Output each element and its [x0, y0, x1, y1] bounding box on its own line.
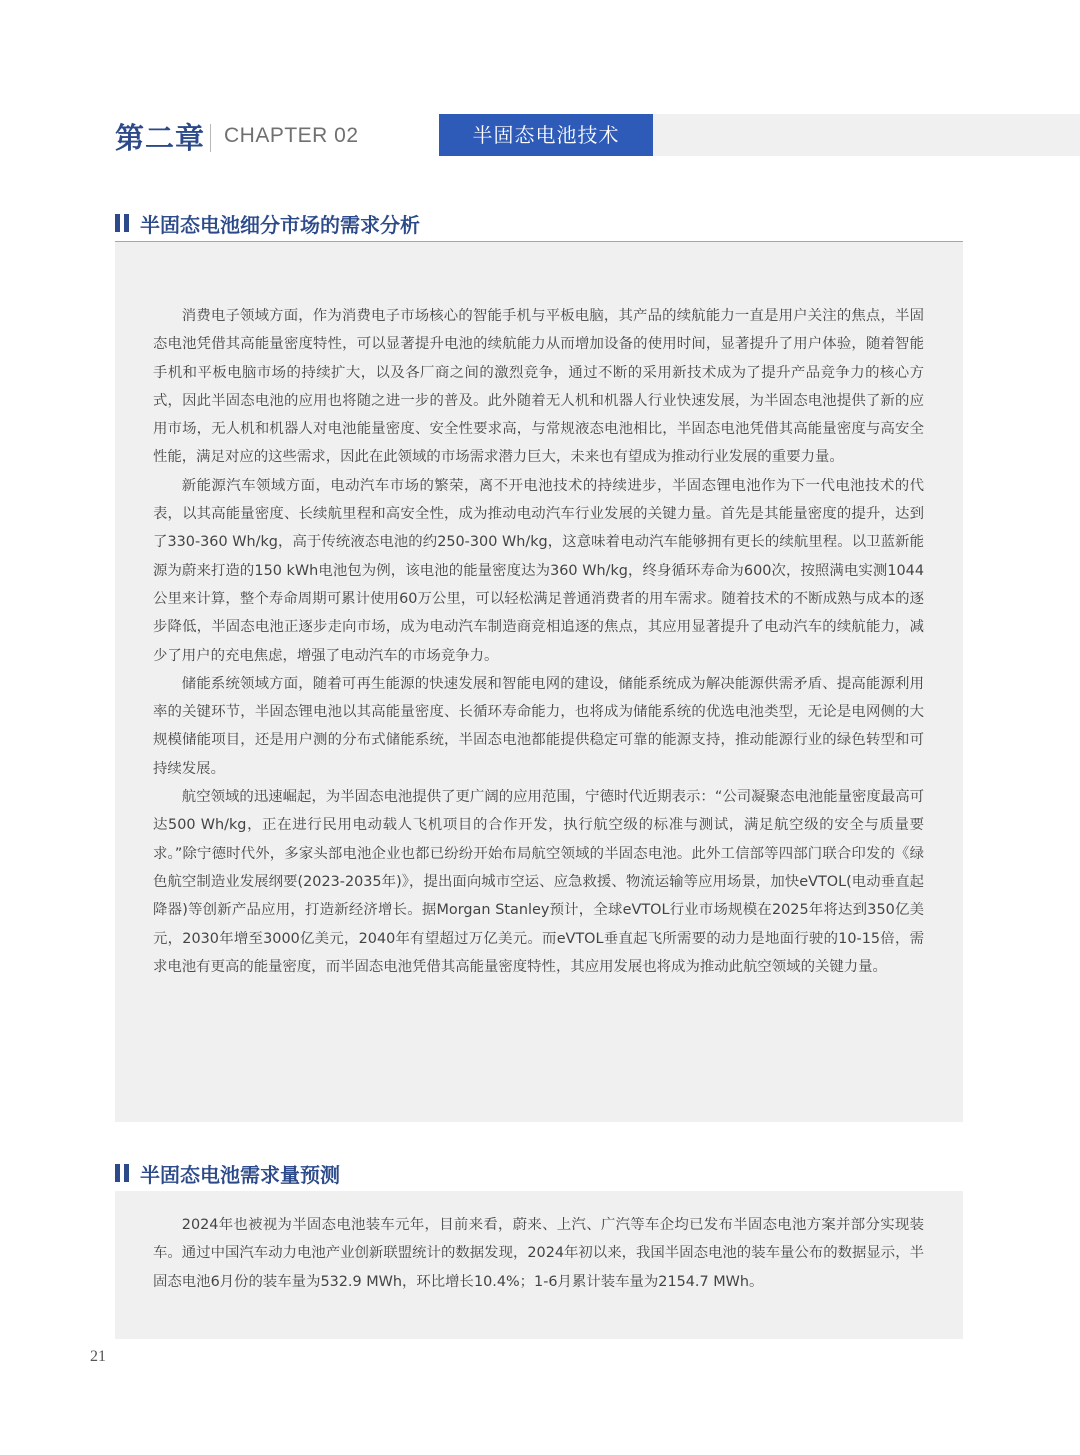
page-number: 21 [90, 1348, 106, 1365]
paragraph-energy-storage: 储能系统领域方面，随着可再生能源的快速发展和智能电网的建设，储能系统成为解决能源供需矛盾、提高能源利用率的关键环节，半固态锂电池以其高能量密度、长循环寿命能力，也将成为储能系统的优选电池类型，无论是电网侧的大规模储能项目，还是用户测的分布式储能系统，半固态电池都能提供稳定可靠的能源支持，推动能源行业的绿色转型和可持续发展。 [153, 675, 924, 777]
paragraph-installation-volume: 2024年也被视为半固态电池装车元年，目前来看，蔚来、上汽、广汽等车企均已发布半固态电池方案并部分实现装车。通过中国汽车动力电池产业创新联盟统计的数据发现，2024年初以来，我国半固态电池的装车量公布的数据显示，半固态电池6月份的装车量为532.9 MWh，环比增长10.4%；1-6月累计装车量为2154.7 MWh。 [153, 1217, 924, 1290]
chapter-title-tab: 半固态电池技术 [439, 114, 653, 156]
section-marker-icon [115, 1164, 131, 1182]
chapter-label-cn: 第二章 [115, 121, 206, 155]
paragraph-new-energy-vehicles: 新能源汽车领域方面，电动汽车市场的繁荣，离不开电池技术的持续进步，半固态锂电池作为下一代电池技术的代表，以其高能量密度、长续航里程和高安全性，成为推动电动汽车行业发展的关键力量。首先是其能量密度的提升，达到了330-360 Wh/kg，高于传统液态电池的约250-300 Wh/kg，这意味着电动汽车能够拥有更长的续航里程。以卫蓝新能源为蔚来打造的150 kWh电池包为例，该电池的能量密度达为360 Wh/kg，终身循环寿命为600次，按照满电实测1044公里来计算，整个寿命周期可累计使用60万公里，可以轻松满足普通消费者的用车需求。随着技术的不断成熟与成本的逐步降低，半固态电池正逐步走向市场，成为电动汽车制造商竞相追逐的焦点，其应用显著提升了电动汽车的续航能力，减少了用户的充电焦虑，增强了电动汽车的市场竞争力。 [153, 477, 924, 664]
chapter-header-strip [653, 114, 1080, 156]
section-title: 半固态电池需求量预测 [140, 1163, 340, 1187]
chapter-divider [210, 124, 211, 152]
chapter-header [0, 0, 1080, 200]
market-demand-panel [115, 242, 963, 1122]
paragraph-consumer-electronics: 消费电子领域方面，作为消费电子市场核心的智能手机与平板电脑，其产品的续航能力一直是用户关注的焦点，半固态电池凭借其高能量密度特性，可以显著提升电池的续航能力从而增加设备的使用时间，显著提升了用户体验，随着智能手机和平板电脑市场的持续扩大，以及各厂商之间的激烈竞争，通过不断的采用新技术成为了提升产品竞争力的核心方式，因此半固态电池的应用也将随之进一步的普及。此外随着无人机和机器人行业快速发展，为半固态电池提供了新的应用市场，无人机和机器人对电池能量密度、安全性要求高，与常规液态电池相比，半固态电池凭借其高能量密度与高安全性能，满足对应的这些需求，因此在此领域的市场需求潜力巨大，未来也有望成为推动行业发展的重要力量。 [153, 308, 924, 466]
section-marker-icon [115, 214, 131, 232]
chapter-label-en: CHAPTER 02 [224, 124, 359, 147]
paragraph-aviation: 航空领域的迅速崛起，为半固态电池提供了更广阔的应用范围，宁德时代近期表示：“公司凝聚态电池能量密度最高可达500 Wh/kg，正在进行民用电动载人飞机项目的合作开发，执行航空级的标准与测试，满足航空级的安全与质量要求。”除宁德时代外，多家头部电池企业也都已纷纷开始布局航空领域的半固态电池。此外工信部等四部门联合印发的《绿色航空制造业发展纲要(2023-2035年)》，提出面向城市空运、应急救援、物流运输等应用场景，加快eVTOL(电动垂直起降器)等创新产品应用，打造新经济增长。据Morgan Stanley预计，全球eVTOL行业市场规模在2025年将达到350亿美元，2030年增至3000亿美元，2040年有望超过万亿美元。而eVTOL垂直起飞所需要的动力是地面行驶的10-15倍，需求电池有更高的能量密度，而半固态电池凭借其高能量密度特性，其应用发展也将成为推动此航空领域的关键力量。 [153, 789, 924, 975]
section-heading-market-demand [115, 212, 963, 244]
section-heading-demand-forecast [115, 1162, 963, 1194]
demand-forecast-panel [115, 1191, 963, 1339]
section-title: 半固态电池细分市场的需求分析 [140, 213, 420, 237]
